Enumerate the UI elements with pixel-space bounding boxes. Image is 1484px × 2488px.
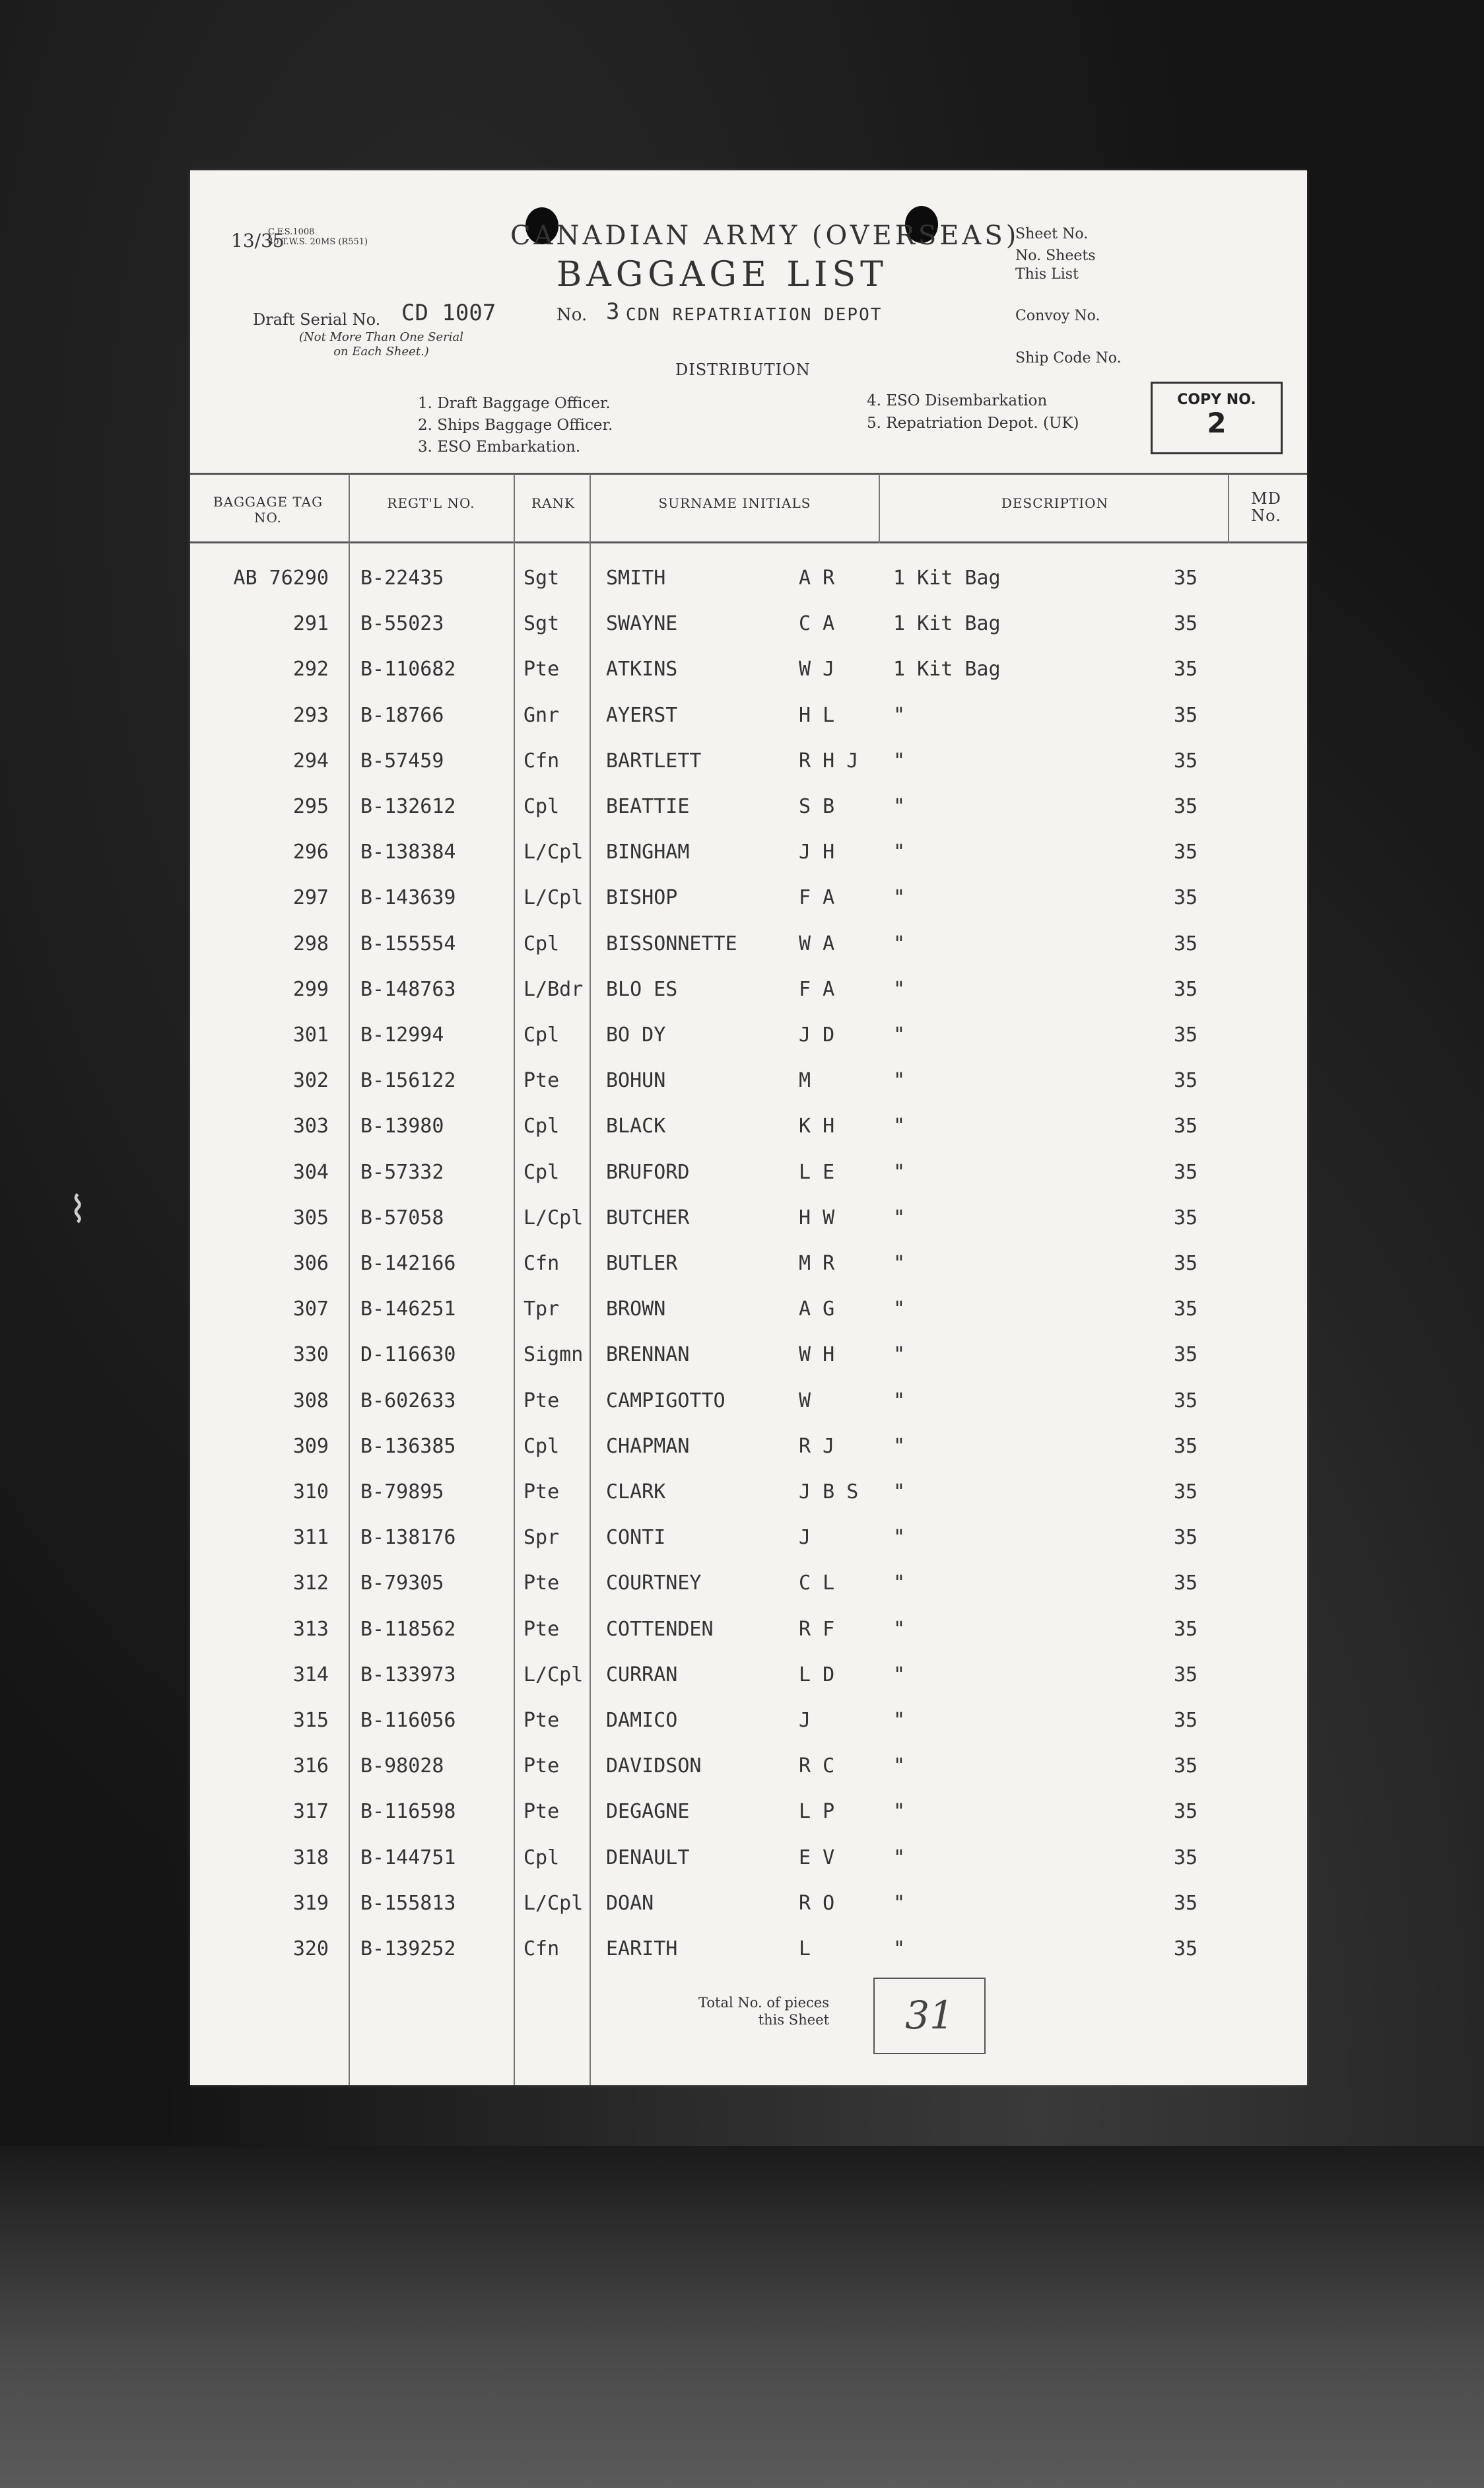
md-no-cell: 35 <box>1174 1389 1198 1412</box>
rank-cell: L/Cpl <box>523 1663 584 1686</box>
table-row <box>190 1663 1307 1703</box>
distribution-item: 5. Repatriation Depot. (UK) <box>867 415 1079 432</box>
md-no-cell: 35 <box>1174 1617 1198 1641</box>
surname-cell: BISHOP <box>606 886 678 910</box>
regimental-no-cell: B-12994 <box>360 1023 444 1047</box>
baggage-tag-cell: 299 <box>292 977 329 1001</box>
description-cell: " <box>893 1160 906 1184</box>
baggage-tag-cell: 308 <box>292 1389 329 1412</box>
table-row <box>190 1937 1307 1977</box>
baggage-tag-cell: 305 <box>292 1206 329 1229</box>
baggage-tag-cell: 292 <box>292 658 329 681</box>
initials-cell: F A <box>799 977 835 1001</box>
initials-cell: W J <box>799 658 835 681</box>
rank-cell: L/Cpl <box>523 1891 584 1915</box>
initials-cell: L D <box>799 1663 835 1686</box>
initials-cell: M R <box>799 1252 835 1275</box>
rank-cell: Sgt <box>523 567 560 590</box>
rank-cell: Cpl <box>523 1846 560 1869</box>
regimental-no-cell: B-136385 <box>360 1434 456 1458</box>
surname-cell: BUTCHER <box>606 1206 690 1229</box>
md-no-cell: 35 <box>1174 1434 1198 1458</box>
baggage-tag-cell: 318 <box>292 1846 329 1869</box>
regimental-no-cell: B-144751 <box>360 1846 456 1869</box>
description-cell: 1 Kit Bag <box>893 612 1001 636</box>
surname-cell: BRUFORD <box>606 1160 690 1184</box>
description-cell: " <box>893 1937 906 1960</box>
film-scratch: ⌇ <box>69 1189 87 1231</box>
initials-cell: J D <box>799 1023 835 1047</box>
initials-cell: E V <box>799 1846 835 1869</box>
md-no-cell: 35 <box>1174 977 1198 1001</box>
baggage-tag-cell: 306 <box>292 1252 329 1275</box>
initials-cell: K H <box>799 1115 835 1138</box>
description-cell: " <box>893 1526 906 1550</box>
column-header-rank: RANK <box>531 495 575 511</box>
baggage-tag-cell: 316 <box>292 1754 329 1778</box>
surname-cell: CHAPMAN <box>606 1434 690 1458</box>
surname-cell: CONTI <box>606 1526 666 1550</box>
baggage-tag-cell: 320 <box>292 1937 329 1960</box>
table-row <box>190 1754 1307 1794</box>
md-no-cell: 35 <box>1174 658 1198 681</box>
md-no-cell: 35 <box>1174 612 1198 636</box>
table-row <box>190 1709 1307 1748</box>
surname-cell: BO DY <box>606 1023 666 1047</box>
md-no-cell: 35 <box>1174 841 1198 864</box>
surname-cell: SMITH <box>606 567 666 590</box>
regimental-no-cell: B-133973 <box>360 1663 456 1686</box>
rank-cell: Cpl <box>523 1434 560 1458</box>
initials-cell: H W <box>799 1206 835 1229</box>
regimental-no-cell: B-18766 <box>360 703 444 727</box>
md-no-cell: 35 <box>1174 1069 1198 1093</box>
copy-number-box <box>1151 382 1283 454</box>
description-cell: " <box>893 1709 906 1732</box>
rank-cell: Cfn <box>523 1252 560 1275</box>
md-no-cell: 35 <box>1174 1846 1198 1869</box>
surname-cell: DEGAGNE <box>606 1800 690 1824</box>
rank-cell: Pte <box>523 1800 560 1824</box>
table-row <box>190 567 1307 606</box>
description-cell: " <box>893 1434 906 1458</box>
table-row <box>190 1206 1307 1246</box>
baggage-tag-cell: 296 <box>292 841 329 864</box>
regimental-no-cell: B-57459 <box>360 749 444 773</box>
distribution-item: 4. ESO Disembarkation <box>867 392 1048 409</box>
regimental-no-cell: B-98028 <box>360 1754 444 1778</box>
description-cell: " <box>893 1206 906 1229</box>
regimental-no-cell: B-57058 <box>360 1206 444 1229</box>
initials-cell: R C <box>799 1754 835 1778</box>
rank-cell: Cpl <box>523 795 560 818</box>
rank-cell: Pte <box>523 1572 560 1595</box>
surname-cell: BINGHAM <box>606 841 690 864</box>
description-cell: " <box>893 1069 906 1093</box>
surname-cell: BUTLER <box>606 1252 678 1275</box>
initials-cell: J H <box>799 841 835 864</box>
description-cell: " <box>893 795 906 818</box>
md-no-cell: 35 <box>1174 932 1198 955</box>
form-title-line1: CANADIAN ARMY (OVERSEAS) <box>510 221 1020 251</box>
surname-cell: BRENNAN <box>606 1343 690 1367</box>
surname-cell: SWAYNE <box>606 612 678 636</box>
md-no-cell: 35 <box>1174 1115 1198 1138</box>
table-row <box>190 1572 1307 1611</box>
table-row <box>190 1115 1307 1154</box>
regimental-no-cell: B-116056 <box>360 1709 456 1732</box>
rank-cell: L/Cpl <box>523 841 584 864</box>
depot-name: CDN REPATRIATION DEPOT <box>626 305 883 325</box>
baggage-tag-cell: 315 <box>292 1709 329 1732</box>
table-row <box>190 1161 1307 1200</box>
regimental-no-cell: B-138384 <box>360 841 456 864</box>
md-no-cell: 35 <box>1174 1891 1198 1915</box>
description-cell: " <box>893 1115 906 1138</box>
rank-cell: Cpl <box>523 1160 560 1184</box>
ship-code-label: Ship Code No. <box>1015 350 1122 366</box>
rank-cell: Cpl <box>523 932 560 955</box>
table-header-rule <box>190 541 1307 543</box>
total-pieces-value: 31 <box>873 1978 986 2054</box>
description-cell: " <box>893 1389 906 1412</box>
baggage-tag-cell: 309 <box>292 1434 329 1458</box>
column-header-md: MD No. <box>1251 489 1281 525</box>
column-header-regtl: REGT'L NO. <box>387 495 475 511</box>
regimental-no-cell: B-22435 <box>360 567 444 590</box>
initials-cell: A G <box>799 1297 835 1321</box>
md-no-cell: 35 <box>1174 749 1198 773</box>
distribution-item: 3. ESO Embarkation. <box>418 438 581 456</box>
md-no-cell: 35 <box>1174 795 1198 818</box>
md-no-cell: 35 <box>1174 1937 1198 1960</box>
baggage-tag-cell: 311 <box>292 1526 329 1550</box>
regimental-no-cell: B-138176 <box>360 1526 456 1550</box>
table-row <box>190 612 1307 652</box>
surname-cell: DAMICO <box>606 1709 678 1732</box>
rank-cell: Sigmn <box>523 1343 584 1367</box>
regimental-no-cell: B-139252 <box>360 1937 456 1960</box>
surname-cell: DOAN <box>606 1891 654 1915</box>
surname-cell: BLO ES <box>606 977 678 1001</box>
regimental-no-cell: B-110682 <box>360 658 456 681</box>
initials-cell: J B S <box>799 1480 859 1503</box>
md-no-cell: 35 <box>1174 703 1198 727</box>
md-no-cell: 35 <box>1174 1343 1198 1367</box>
surname-cell: AYERST <box>606 703 678 727</box>
baggage-tag-cell: 312 <box>292 1572 329 1595</box>
md-no-cell: 35 <box>1174 886 1198 910</box>
surname-cell: DAVIDSON <box>606 1754 702 1778</box>
rank-cell: Cpl <box>523 1023 560 1047</box>
md-no-cell: 35 <box>1174 1526 1198 1550</box>
initials-cell: W A <box>799 932 835 955</box>
md-no-cell: 35 <box>1174 1023 1198 1047</box>
rank-cell: Pte <box>523 1754 560 1778</box>
baggage-tag-cell: 307 <box>292 1297 329 1321</box>
table-row <box>190 978 1307 1018</box>
baggage-tag-cell: 293 <box>292 703 329 727</box>
initials-cell: C A <box>799 612 835 636</box>
surname-cell: EARITH <box>606 1937 678 1960</box>
depot-no-label: No. <box>556 305 588 325</box>
form-code-small: C.F.S.1008 40 T.W.S. 20MS (R551) <box>268 227 368 247</box>
initials-cell: W <box>799 1389 811 1412</box>
description-cell: " <box>893 1663 906 1686</box>
baggage-tag-cell: AB 76290 <box>233 567 329 590</box>
regimental-no-cell: B-148763 <box>360 977 456 1001</box>
distribution-item: 2. Ships Baggage Officer. <box>418 417 613 434</box>
regimental-no-cell: B-79895 <box>360 1480 444 1503</box>
description-cell: " <box>893 1846 906 1869</box>
surname-cell: BEATTIE <box>606 795 690 818</box>
description-cell: " <box>893 1891 906 1915</box>
md-no-cell: 35 <box>1174 1297 1198 1321</box>
surname-cell: BISSONNETTE <box>606 932 737 955</box>
surname-cell: CAMPIGOTTO <box>606 1389 725 1412</box>
description-cell: " <box>893 1800 906 1824</box>
column-header-tag: BAGGAGE TAG NO. <box>213 494 323 526</box>
table-row <box>190 1023 1307 1063</box>
description-cell: " <box>893 886 906 910</box>
table-row <box>190 1297 1307 1337</box>
initials-cell: L <box>799 1937 811 1960</box>
initials-cell: M <box>799 1069 811 1093</box>
initials-cell: H L <box>799 703 835 727</box>
convoy-no-label: Convoy No. <box>1015 308 1100 324</box>
description-cell: " <box>893 1343 906 1367</box>
md-no-cell: 35 <box>1174 1252 1198 1275</box>
rank-cell: Cfn <box>523 749 560 773</box>
draft-serial-note: (Not More Than One Serial on Each Sheet.) <box>299 330 464 359</box>
description-cell: " <box>893 1297 906 1321</box>
baggage-list-form <box>190 170 1307 2085</box>
initials-cell: L E <box>799 1160 835 1184</box>
table-row <box>190 704 1307 743</box>
table-top-rule <box>190 473 1307 475</box>
baggage-tag-cell: 294 <box>292 749 329 773</box>
md-no-cell: 35 <box>1174 567 1198 590</box>
baggage-tag-cell: 314 <box>292 1663 329 1686</box>
initials-cell: R J <box>799 1434 835 1458</box>
table-row <box>190 1800 1307 1840</box>
initials-cell: A R <box>799 567 835 590</box>
table-row <box>190 795 1307 835</box>
table-row <box>190 886 1307 926</box>
column-header-description: DESCRIPTION <box>1001 495 1109 511</box>
initials-cell: S B <box>799 795 835 818</box>
md-no-cell: 35 <box>1174 1572 1198 1595</box>
initials-cell: C L <box>799 1572 835 1595</box>
description-cell: " <box>893 1480 906 1503</box>
rank-cell: Tpr <box>523 1297 560 1321</box>
regimental-no-cell: B-55023 <box>360 612 444 636</box>
md-no-cell: 35 <box>1174 1800 1198 1824</box>
regimental-no-cell: B-116598 <box>360 1800 456 1824</box>
baggage-tag-cell: 295 <box>292 795 329 818</box>
distribution-title: DISTRIBUTION <box>675 361 811 379</box>
rank-cell: Pte <box>523 1617 560 1641</box>
description-cell: " <box>893 1572 906 1595</box>
surname-cell: ATKINS <box>606 658 678 681</box>
rank-cell: Cpl <box>523 1115 560 1138</box>
description-cell: 1 Kit Bag <box>893 658 1001 681</box>
table-row <box>190 658 1307 697</box>
rank-cell: Pte <box>523 658 560 681</box>
initials-cell: F A <box>799 886 835 910</box>
regimental-no-cell: B-57332 <box>360 1160 444 1184</box>
copy-number-label: COPY NO. <box>1177 392 1256 408</box>
total-pieces-label: Total No. of pieces this Sheet <box>698 1995 830 2028</box>
surname-cell: COURTNEY <box>606 1572 702 1595</box>
sheet-no-label: Sheet No. <box>1015 226 1089 242</box>
surname-cell: BROWN <box>606 1297 666 1321</box>
description-cell: 1 Kit Bag <box>893 567 1001 590</box>
draft-serial-label: Draft Serial No. <box>253 310 381 329</box>
surname-cell: COTTENDEN <box>606 1617 714 1641</box>
baggage-tag-cell: 310 <box>292 1480 329 1503</box>
rank-cell: L/Bdr <box>523 977 584 1001</box>
column-divider <box>879 474 880 543</box>
regimental-no-cell: B-118562 <box>360 1617 456 1641</box>
description-cell: " <box>893 1617 906 1641</box>
surname-cell: BLACK <box>606 1115 666 1138</box>
baggage-tag-cell: 302 <box>292 1069 329 1093</box>
baggage-tag-cell: 319 <box>292 1891 329 1915</box>
draft-serial-value: CD 1007 <box>401 300 496 326</box>
description-cell: " <box>893 841 906 864</box>
table-row <box>190 1389 1307 1429</box>
md-no-cell: 35 <box>1174 1754 1198 1778</box>
regimental-no-cell: B-142166 <box>360 1252 456 1275</box>
column-header-surname: SURNAME INITIALS <box>658 495 811 511</box>
baggage-tag-cell: 317 <box>292 1800 329 1824</box>
rank-cell: Sgt <box>523 612 560 636</box>
regimental-no-cell: D-116630 <box>360 1343 456 1367</box>
regimental-no-cell: B-602633 <box>360 1389 456 1412</box>
copy-number-value: 2 <box>1207 407 1227 439</box>
depot-no-value: 3 <box>606 298 620 325</box>
initials-cell: J <box>799 1709 811 1732</box>
baggage-tag-cell: 330 <box>292 1343 329 1367</box>
form-title: BAGGAGE LIST <box>556 255 888 294</box>
md-no-cell: 35 <box>1174 1480 1198 1503</box>
distribution-item: 1. Draft Baggage Officer. <box>418 395 611 412</box>
rank-cell: Pte <box>523 1389 560 1412</box>
rank-cell: Pte <box>523 1709 560 1732</box>
surname-cell: CLARK <box>606 1480 666 1503</box>
regimental-no-cell: B-155554 <box>360 932 456 955</box>
table-row <box>190 1526 1307 1566</box>
baggage-tag-cell: 298 <box>292 932 329 955</box>
description-cell: " <box>893 1023 906 1047</box>
column-divider <box>1228 474 1229 543</box>
md-no-cell: 35 <box>1174 1663 1198 1686</box>
baggage-tag-cell: 303 <box>292 1115 329 1138</box>
regimental-no-cell: B-146251 <box>360 1297 456 1321</box>
baggage-tag-cell: 301 <box>292 1023 329 1047</box>
rank-cell: L/Cpl <box>523 886 584 910</box>
initials-cell: R H J <box>799 749 859 773</box>
baggage-tag-cell: 297 <box>292 886 329 910</box>
table-row <box>190 1343 1307 1383</box>
rank-cell: L/Cpl <box>523 1206 584 1229</box>
description-cell: " <box>893 977 906 1001</box>
regimental-no-cell: B-79305 <box>360 1572 444 1595</box>
table-row <box>190 1618 1307 1657</box>
surname-cell: BOHUN <box>606 1069 666 1093</box>
initials-cell: W H <box>799 1343 835 1367</box>
surname-cell: BARTLETT <box>606 749 702 773</box>
regimental-no-cell: B-143639 <box>360 886 456 910</box>
regimental-no-cell: B-156122 <box>360 1069 456 1093</box>
table-row <box>190 932 1307 972</box>
rank-cell: Pte <box>523 1480 560 1503</box>
film-background <box>0 2146 1484 2488</box>
no-sheets-label: No. Sheets This List <box>1015 248 1096 283</box>
initials-cell: J <box>799 1526 811 1550</box>
regimental-no-cell: B-13980 <box>360 1115 444 1138</box>
table-row <box>190 1069 1307 1109</box>
initials-cell: L P <box>799 1800 835 1824</box>
regimental-no-cell: B-155813 <box>360 1891 456 1915</box>
table-row <box>190 841 1307 880</box>
description-cell: " <box>893 1252 906 1275</box>
baggage-tag-cell: 313 <box>292 1617 329 1641</box>
rank-cell: Gnr <box>523 703 560 727</box>
table-row <box>190 1892 1307 1931</box>
table-row <box>190 1846 1307 1886</box>
description-cell: " <box>893 1754 906 1778</box>
rank-cell: Cfn <box>523 1937 560 1960</box>
description-cell: " <box>893 703 906 727</box>
surname-cell: DENAULT <box>606 1846 690 1869</box>
baggage-tag-cell: 304 <box>292 1160 329 1184</box>
md-no-cell: 35 <box>1174 1709 1198 1732</box>
table-row <box>190 1480 1307 1520</box>
md-no-cell: 35 <box>1174 1206 1198 1229</box>
table-row <box>190 749 1307 789</box>
rank-cell: Pte <box>523 1069 560 1093</box>
initials-cell: R O <box>799 1891 835 1915</box>
table-row <box>190 1435 1307 1474</box>
md-no-cell: 35 <box>1174 1160 1198 1184</box>
initials-cell: R F <box>799 1617 835 1641</box>
baggage-tag-cell: 291 <box>292 612 329 636</box>
table-row <box>190 1252 1307 1292</box>
description-cell: " <box>893 932 906 955</box>
surname-cell: CURRAN <box>606 1663 678 1686</box>
description-cell: " <box>893 749 906 773</box>
form-code: 13/35 <box>231 230 285 252</box>
rank-cell: Spr <box>523 1526 560 1550</box>
regimental-no-cell: B-132612 <box>360 795 456 818</box>
